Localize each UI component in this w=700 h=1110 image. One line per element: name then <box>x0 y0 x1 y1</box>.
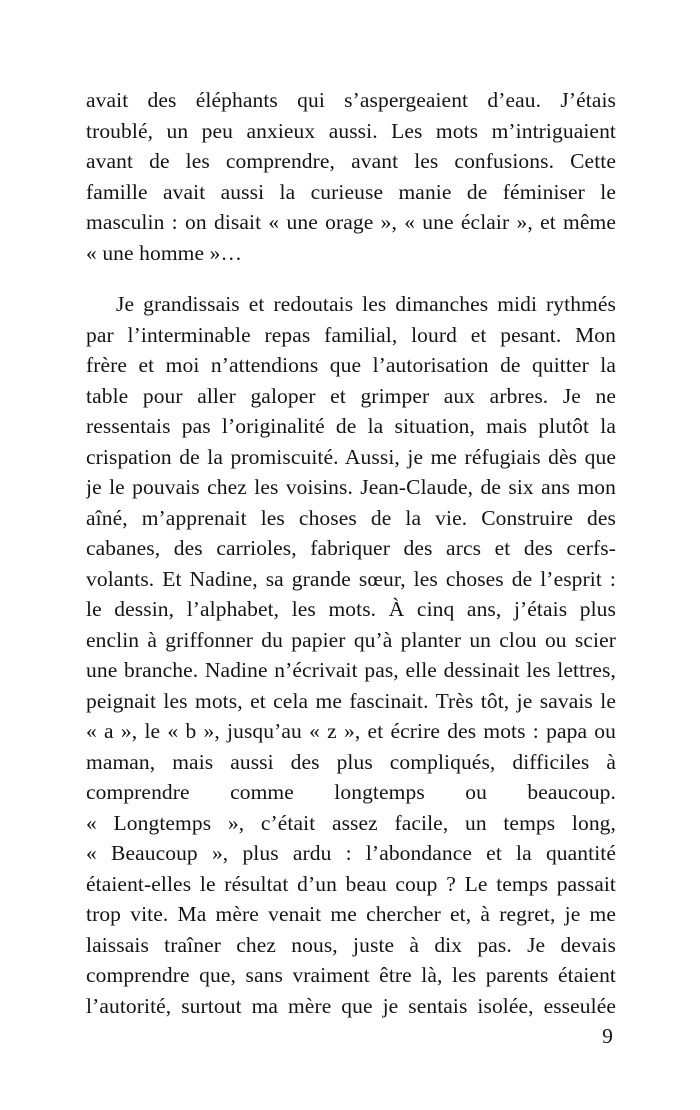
text-line: je le pouvais chez les voisins. Jean-Claude, de six ans mon <box>86 475 616 499</box>
text-line: « Beaucoup », plus ardu : l’abondance et la quantité <box>86 841 616 865</box>
text-line: une branche. Nadine n’écrivait pas, elle dessinait les lettres, <box>86 658 616 682</box>
text-line: troublé, un peu anxieux aussi. Les mots m’intriguaient <box>86 118 616 143</box>
text-line: peignait les mots, et cela me fascinait. Très tôt, je savais le <box>86 688 616 713</box>
text-line: cabanes, des carrioles, fabriquer des arcs et des cerfs- <box>86 536 616 560</box>
text-line: « a », le « b », jusqu’au « z », et écrire des mots : papa ou <box>86 719 616 743</box>
paragraph <box>86 85 616 268</box>
text-line: étaient-elles le résultat d’un beau coup ? Le temps passait <box>86 871 616 896</box>
text-line: enclin à griffonner du papier qu’à planter un clou ou scier <box>86 627 616 652</box>
text-line: avait des éléphants qui s’aspergeaient d’eau. J’étais <box>86 88 616 112</box>
text-line: comprendre comme longtemps ou beaucoup. <box>86 780 616 804</box>
text-line: par l’interminable repas familial, lourd et pesant. Mon <box>86 322 616 347</box>
text-line: maman, mais aussi des plus compliqués, difficiles à <box>86 749 616 774</box>
text-line: aîné, m’apprenait les choses de la vie. Construire des <box>86 505 616 530</box>
text-line: « une homme »… <box>86 240 243 265</box>
text-line: ressentais pas l’originalité de la situation, mais plutôt la <box>86 414 616 438</box>
text-line: volants. Et Nadine, sa grande sœur, les choses de l’esprit : <box>86 566 616 591</box>
text-line: trop vite. Ma mère venait me chercher et, à regret, je me <box>86 902 616 926</box>
text-line: Je grandissais et redoutais les dimanches midi rythmés <box>116 292 616 316</box>
text-line: frère et moi n’attendions que l’autorisation de quitter la <box>86 353 616 377</box>
text-line: famille avait aussi la curieuse manie de féminiser le <box>86 179 616 204</box>
text-line: « Longtemps », c’était assez facile, un temps long, <box>86 810 616 835</box>
text-line: le dessin, l’alphabet, les mots. À cinq ans, j’étais plus <box>86 597 616 621</box>
text-line: l’autorité, surtout ma mère que je sentais isolée, esseulée <box>86 993 616 1018</box>
text-line: laissais traîner chez nous, juste à dix pas. Je devais <box>86 932 616 957</box>
page-text <box>86 85 616 1052</box>
text-line: table pour aller galoper et grimper aux arbres. Je ne <box>86 383 616 408</box>
text-line: masculin : on disait « une orage », « une éclair », et même <box>86 210 616 234</box>
text-line: comprendre que, sans vraiment être là, les parents étaient <box>86 963 616 987</box>
text-line: avant de les comprendre, avant les confusions. Cette <box>86 149 616 173</box>
paragraph <box>86 289 616 1021</box>
text-line: crispation de la promiscuité. Aussi, je me réfugiais dès que <box>86 444 616 469</box>
page-number: 9 <box>602 1024 613 1048</box>
